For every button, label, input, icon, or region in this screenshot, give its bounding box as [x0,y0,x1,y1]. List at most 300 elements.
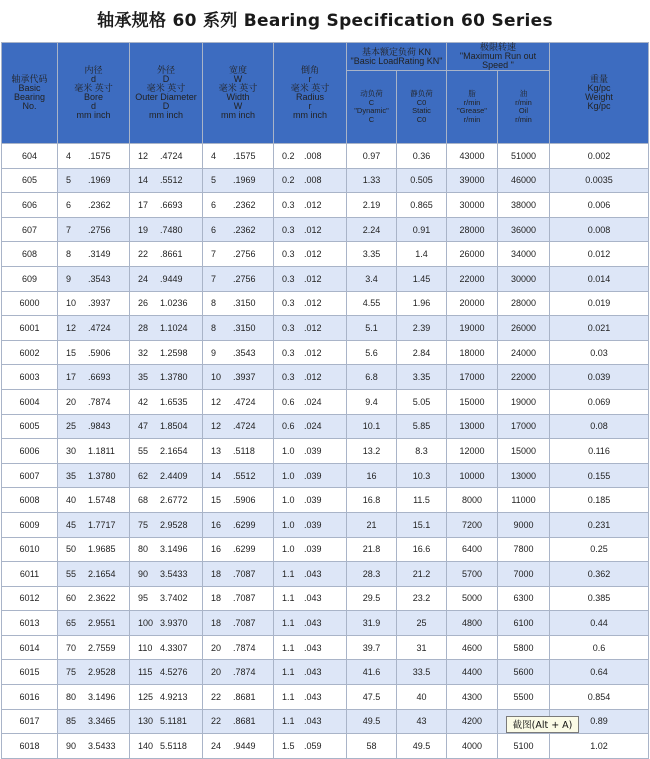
dynamic-load-cell: 2.19 [347,193,397,218]
radius-cell-inch: .039 [304,544,322,555]
width-cell-inch: .8681 [233,691,256,702]
bore-cell-inch: .4724 [88,322,111,333]
weight-cell: 0.019 [550,291,649,316]
radius-cell-mm: 1.1 [282,716,295,727]
dynamic-load-cell: 2.24 [347,217,397,242]
dynamic-load-cell: 9.4 [347,389,397,414]
table-row [2,414,649,439]
bore-cell-inch: .6693 [88,372,111,383]
bore-cell-inch: 1.9685 [88,544,116,555]
outer-diameter-cell [130,193,203,218]
bore-cell-mm: 40 [66,495,77,506]
static-load-cell: 11.5 [397,488,447,513]
radius-cell-mm: 1.0 [282,495,295,506]
weight-cell: 0.116 [550,439,649,464]
bearing-code-cell: 6010 [2,537,58,562]
outer-diameter-cell-inch: 4.3307 [160,642,188,653]
width-cell-inch: .2362 [233,224,256,235]
radius-cell-inch: .012 [304,298,322,309]
table-row [2,488,649,513]
grease-speed-cell: 28000 [447,217,498,242]
outer-diameter-cell-mm: 95 [138,593,149,604]
bore-cell [58,488,130,513]
header-dynamic: 动负荷 C "Dynamic" C [347,71,397,144]
bore-cell-mm: 10 [66,298,77,309]
weight-cell: 0.64 [550,660,649,685]
radius-cell-mm: 1.1 [282,691,295,702]
static-load-cell: 40 [397,685,447,710]
table-row [2,389,649,414]
bearing-code-cell: 6007 [2,463,58,488]
static-load-cell: 0.36 [397,144,447,169]
bore-cell [58,709,130,734]
bore-cell-mm: 85 [66,716,77,727]
bore-cell-mm: 9 [66,273,72,284]
oil-speed-cell: 30000 [498,266,550,291]
static-load-cell: 2.39 [397,316,447,341]
grease-speed-cell: 10000 [447,463,498,488]
weight-cell: 0.362 [550,562,649,587]
width-cell-mm: 22 [211,691,222,702]
outer-diameter-cell-mm: 55 [138,445,149,456]
width-cell-inch: .3150 [233,298,256,309]
bearing-code-cell: 6014 [2,635,58,660]
grease-speed-cell: 6400 [447,537,498,562]
outer-diameter-cell-inch: 5.5118 [160,741,187,752]
radius-cell-mm: 0.3 [282,372,295,383]
header-oil: 油 r/min Oil r/min [498,71,550,144]
dynamic-load-cell: 29.5 [347,586,397,611]
width-cell-inch: .5906 [233,495,256,506]
static-load-cell: 1.4 [397,242,447,267]
outer-diameter-cell-inch: .9449 [160,273,183,284]
bearing-code-cell: 6018 [2,734,58,759]
bore-cell [58,439,130,464]
width-cell-inch: .6299 [233,544,256,555]
bore-cell [58,463,130,488]
grease-speed-cell: 19000 [447,316,498,341]
table-row [2,242,649,267]
outer-diameter-cell-mm: 47 [138,421,149,432]
width-cell [203,414,274,439]
bearing-code-cell: 606 [2,193,58,218]
bearing-code-cell: 6013 [2,611,58,636]
radius-cell-inch: .043 [304,593,322,604]
bore-cell-mm: 75 [66,667,77,678]
static-load-cell: 10.3 [397,463,447,488]
oil-speed-cell: 51000 [498,144,550,169]
bearing-code-cell: 6011 [2,562,58,587]
outer-diameter-cell [130,168,203,193]
bore-cell [58,586,130,611]
bearing-code-cell: 6012 [2,586,58,611]
oil-speed-cell: 9000 [498,512,550,537]
width-cell-mm: 20 [211,642,222,653]
grease-speed-cell: 4300 [447,685,498,710]
width-cell-inch: .5118 [233,445,255,456]
grease-speed-cell: 20000 [447,291,498,316]
grease-speed-cell: 13000 [447,414,498,439]
outer-diameter-cell [130,217,203,242]
grease-speed-cell: 22000 [447,266,498,291]
radius-cell-inch: .043 [304,618,322,629]
width-cell-mm: 14 [211,470,222,481]
radius-cell [274,709,347,734]
bore-cell-inch: 2.9551 [88,618,116,629]
oil-speed-cell: 7000 [498,562,550,587]
radius-cell-inch: .039 [304,445,322,456]
header-radius: 倒角 r 毫米 英寸 Radius r mm inch [274,43,347,144]
outer-diameter-cell-mm: 130 [138,716,154,727]
static-load-cell: 5.85 [397,414,447,439]
bore-cell-mm: 55 [66,568,77,579]
radius-cell-mm: 0.3 [282,347,295,358]
radius-cell [274,463,347,488]
radius-cell [274,291,347,316]
outer-diameter-cell-inch: 2.9528 [160,519,188,530]
static-load-cell: 2.84 [397,340,447,365]
outer-diameter-cell [130,611,203,636]
static-load-cell: 31 [397,635,447,660]
dynamic-load-cell: 0.97 [347,144,397,169]
outer-diameter-cell-inch: 4.9213 [160,691,188,702]
radius-cell [274,242,347,267]
width-cell-inch: .2362 [233,199,256,210]
static-load-cell: 3.35 [397,365,447,390]
outer-diameter-cell-inch: 3.7402 [160,593,188,604]
dynamic-load-cell: 1.33 [347,168,397,193]
dynamic-load-cell: 5.6 [347,340,397,365]
radius-cell [274,340,347,365]
outer-diameter-cell-mm: 62 [138,470,149,481]
outer-diameter-cell-inch: 3.9370 [160,618,188,629]
bore-cell-mm: 17 [66,372,77,383]
weight-cell: 0.854 [550,685,649,710]
radius-cell [274,537,347,562]
outer-diameter-cell-inch: 2.4409 [160,470,188,481]
radius-cell-mm: 1.5 [282,741,295,752]
outer-diameter-cell-inch: 1.6535 [160,396,188,407]
outer-diameter-cell-mm: 35 [138,372,149,383]
oil-speed-cell: 17000 [498,414,550,439]
width-cell-mm: 6 [211,224,217,235]
width-cell-mm: 15 [211,495,222,506]
bore-cell [58,635,130,660]
weight-cell: 0.008 [550,217,649,242]
outer-diameter-cell [130,463,203,488]
width-cell-mm: 22 [211,716,222,727]
bearing-code-cell: 6015 [2,660,58,685]
radius-cell [274,389,347,414]
dynamic-load-cell: 10.1 [347,414,397,439]
radius-cell-inch: .039 [304,470,322,481]
radius-cell-inch: .012 [304,347,322,358]
bearing-code-cell: 609 [2,266,58,291]
bore-cell [58,685,130,710]
radius-cell-inch: .043 [304,642,322,653]
width-cell-inch: .4724 [233,396,256,407]
table-row [2,217,649,242]
width-cell-mm: 18 [211,568,222,579]
static-load-cell: 21.2 [397,562,447,587]
width-cell [203,168,274,193]
grease-speed-cell: 18000 [447,340,498,365]
bore-cell-inch: 2.3622 [88,593,116,604]
weight-cell: 0.08 [550,414,649,439]
static-load-cell: 0.91 [397,217,447,242]
bore-cell-inch: .2756 [88,224,111,235]
dynamic-load-cell: 4.55 [347,291,397,316]
bore-cell [58,242,130,267]
width-cell [203,709,274,734]
oil-speed-cell: 22000 [498,365,550,390]
width-cell-inch: .1969 [233,175,256,186]
static-load-cell: 0.505 [397,168,447,193]
width-cell [203,266,274,291]
outer-diameter-cell-mm: 28 [138,322,149,333]
bore-cell-mm: 80 [66,691,77,702]
width-cell-inch: .7087 [233,568,256,579]
grease-speed-cell: 12000 [447,439,498,464]
bore-cell [58,193,130,218]
width-cell-mm: 4 [211,150,217,161]
width-cell [203,586,274,611]
bore-cell-mm: 35 [66,470,77,481]
radius-cell-inch: .059 [304,741,322,752]
width-cell [203,734,274,759]
weight-cell: 0.44 [550,611,649,636]
weight-cell: 0.069 [550,389,649,414]
bore-cell [58,562,130,587]
bore-cell [58,168,130,193]
width-cell [203,537,274,562]
header-grease: 脂 r/min "Grease" r/min [447,71,498,144]
radius-cell [274,266,347,291]
bore-cell-inch: .5906 [88,347,111,358]
radius-cell-inch: .008 [304,150,322,161]
oil-speed-cell: 11000 [498,488,550,513]
outer-diameter-cell [130,340,203,365]
oil-speed-cell: 7800 [498,537,550,562]
radius-cell-mm: 1.1 [282,618,295,629]
radius-cell-mm: 1.0 [282,470,295,481]
radius-cell-inch: .012 [304,322,322,333]
outer-diameter-cell [130,439,203,464]
radius-cell [274,316,347,341]
weight-cell: 0.0035 [550,168,649,193]
oil-speed-cell: 19000 [498,389,550,414]
radius-cell-mm: 0.3 [282,298,295,309]
outer-diameter-cell [130,537,203,562]
dynamic-load-cell: 5.1 [347,316,397,341]
dynamic-load-cell: 6.8 [347,365,397,390]
table-row [2,144,649,169]
width-cell-inch: .5512 [233,470,256,481]
width-cell-inch: .1575 [233,150,256,161]
width-cell [203,242,274,267]
bore-cell-mm: 12 [66,322,77,333]
outer-diameter-cell [130,365,203,390]
outer-diameter-cell-inch: .6693 [160,199,183,210]
bore-cell [58,291,130,316]
table-row [2,562,649,587]
bearing-code-cell: 608 [2,242,58,267]
bearing-code-cell: 6004 [2,389,58,414]
width-cell [203,365,274,390]
oil-speed-cell: 24000 [498,340,550,365]
grease-speed-cell: 5700 [447,562,498,587]
weight-cell: 1.02 [550,734,649,759]
table-row [2,660,649,685]
table-row [2,266,649,291]
static-load-cell: 23.2 [397,586,447,611]
table-row [2,291,649,316]
width-cell-mm: 7 [211,273,217,284]
table-row [2,734,649,759]
outer-diameter-cell [130,144,203,169]
width-cell-inch: .6299 [233,519,256,530]
width-cell-inch: .3937 [233,372,256,383]
bore-cell-inch: 3.3465 [88,716,116,727]
radius-cell-mm: 1.1 [282,593,295,604]
oil-speed-cell: 5500 [498,685,550,710]
bearing-code-cell: 605 [2,168,58,193]
width-cell-mm: 12 [211,396,222,407]
radius-cell-inch: .012 [304,273,322,284]
dynamic-load-cell: 47.5 [347,685,397,710]
outer-diameter-cell-mm: 125 [138,691,154,702]
width-cell-mm: 18 [211,593,222,604]
outer-diameter-cell-mm: 14 [138,175,149,186]
table-body [2,144,649,759]
outer-diameter-cell [130,291,203,316]
outer-diameter-cell-mm: 68 [138,495,149,506]
bore-cell-inch: 2.1654 [88,568,116,579]
bore-cell-inch: 1.5748 [88,495,116,506]
outer-diameter-cell-mm: 12 [138,150,149,161]
width-cell [203,316,274,341]
oil-speed-cell: 5100 [498,734,550,759]
width-cell-inch: .3150 [233,322,256,333]
width-cell-mm: 12 [211,421,222,432]
width-cell [203,291,274,316]
radius-cell [274,365,347,390]
bore-cell-mm: 60 [66,593,77,604]
outer-diameter-cell-inch: 3.1496 [160,544,188,555]
bearing-code-cell: 6009 [2,512,58,537]
weight-cell: 0.021 [550,316,649,341]
bore-cell-inch: 3.1496 [88,691,116,702]
outer-diameter-cell-mm: 22 [138,249,149,260]
grease-speed-cell: 7200 [447,512,498,537]
width-cell [203,389,274,414]
radius-cell-inch: .024 [304,421,322,432]
table-row [2,537,649,562]
width-cell-mm: 9 [211,347,217,358]
oil-speed-cell: 6300 [498,586,550,611]
outer-diameter-cell-mm: 26 [138,298,149,309]
weight-cell: 0.231 [550,512,649,537]
weight-cell: 0.012 [550,242,649,267]
width-cell-mm: 5 [211,175,217,186]
radius-cell-mm: 0.3 [282,322,295,333]
width-cell-mm: 8 [211,322,217,333]
dynamic-load-cell: 41.6 [347,660,397,685]
radius-cell [274,144,347,169]
width-cell-mm: 6 [211,199,217,210]
width-cell [203,439,274,464]
width-cell [203,685,274,710]
outer-diameter-cell-inch: .5512 [160,175,183,186]
header-outer-diameter: 外径 D 毫米 英寸 Outer Diameter D mm inch [130,43,203,144]
bore-cell [58,144,130,169]
radius-cell-inch: .043 [304,568,322,579]
width-cell-inch: .7874 [233,667,256,678]
width-cell-mm: 16 [211,544,222,555]
weight-cell: 0.385 [550,586,649,611]
bearing-code-cell: 6016 [2,685,58,710]
grease-speed-cell: 4200 [447,709,498,734]
dynamic-load-cell: 3.35 [347,242,397,267]
bore-cell-mm: 50 [66,544,77,555]
table-row [2,168,649,193]
bore-cell-mm: 25 [66,421,77,432]
width-cell [203,512,274,537]
outer-diameter-cell [130,488,203,513]
bore-cell-mm: 5 [66,175,72,186]
radius-cell-mm: 1.0 [282,544,295,555]
outer-diameter-cell-mm: 140 [138,741,154,752]
outer-diameter-cell [130,512,203,537]
radius-cell-mm: 0.2 [282,175,295,186]
outer-diameter-cell [130,389,203,414]
weight-cell: 0.25 [550,537,649,562]
radius-cell-mm: 0.6 [282,396,295,407]
radius-cell-inch: .008 [304,175,322,186]
bore-cell-inch: .1575 [88,150,111,161]
bore-cell [58,365,130,390]
radius-cell [274,734,347,759]
radius-cell-mm: 1.0 [282,519,295,530]
width-cell-inch: .8681 [233,716,256,727]
radius-cell [274,193,347,218]
weight-cell: 0.155 [550,463,649,488]
width-cell [203,217,274,242]
bore-cell-mm: 7 [66,224,72,235]
bore-cell-mm: 70 [66,642,77,653]
header-code: 轴承代码 Basic Bearing No. [2,43,58,144]
radius-cell [274,439,347,464]
outer-diameter-cell-inch: .4724 [160,150,183,161]
width-cell-mm: 8 [211,298,217,309]
width-cell-mm: 7 [211,249,217,260]
static-load-cell: 1.96 [397,291,447,316]
bore-cell-inch: 1.1811 [88,445,115,456]
bearing-code-cell: 6005 [2,414,58,439]
outer-diameter-cell [130,414,203,439]
width-cell-inch: .3543 [233,347,256,358]
outer-diameter-cell-inch: 2.1654 [160,445,188,456]
oil-speed-cell: 13000 [498,463,550,488]
outer-diameter-cell-inch: 4.5276 [160,667,188,678]
oil-speed-cell: 36000 [498,217,550,242]
weight-cell: 0.039 [550,365,649,390]
dynamic-load-cell: 28.3 [347,562,397,587]
bore-cell [58,537,130,562]
bore-cell [58,389,130,414]
oil-speed-cell: 6100 [498,611,550,636]
bore-cell-mm: 8 [66,249,72,260]
